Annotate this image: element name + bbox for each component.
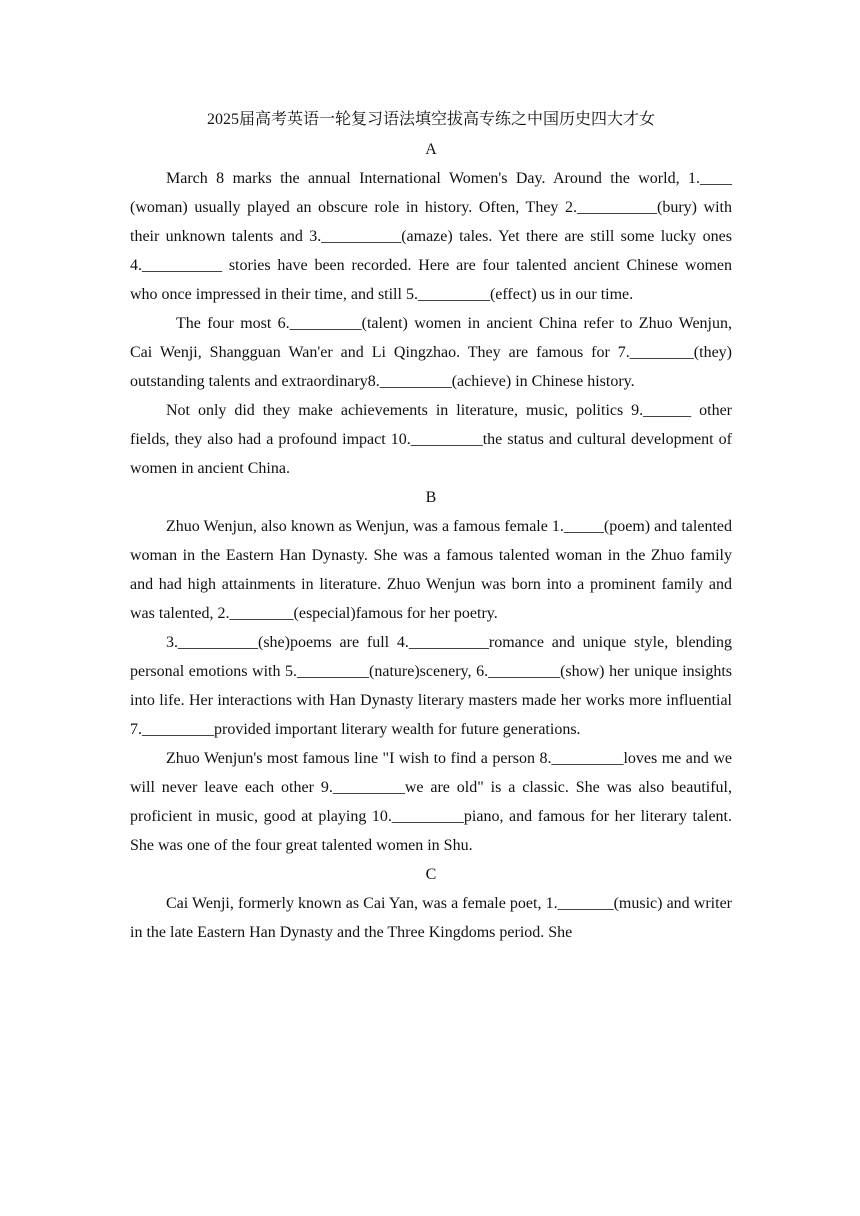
paragraph: Zhuo Wenjun, also known as Wenjun, was a famous female 1._____(poem) and talented woman in the Eastern Han Dynasty. She was a famous talented woman in the Zhuo family and had high attainments in literature. Zhuo Wenjun was born into a prominent family and was talented, 2.________(especial)famous for her poetry. [130, 518, 732, 622]
document-page [130, 105, 732, 947]
paragraph: Cai Wenji, formerly known as Cai Yan, was a female poet, 1._______(music) and writer in the late Eastern Han Dynasty and the Three Kingdoms period. She [130, 895, 732, 941]
section-a [130, 135, 732, 483]
paragraph: March 8 marks the annual International Women's Day. Around the world, 1.____ (woman) usually played an obscure role in history. Often, They 2.__________(bury) with their unknown talents and 3.__________(amaze) tales. Yet there are still some lucky ones 4.__________ stories have been recorded. Here are four talented ancient Chinese women who once impressed in their time, and still 5._________(effect) us in our time. [130, 170, 732, 303]
paragraph: Zhuo Wenjun's most famous line "I wish to find a person 8._________loves me and we will never leave each other 9._________we are old" is a classic. She was also beautiful, proficient in music, good at playing 10._________piano, and famous for her literary talent. She was one of the four great talented women in Shu. [130, 750, 732, 854]
section-heading: C [425, 866, 437, 883]
paragraph: Not only did they make achievements in literature, music, politics 9.______ other fields, they also had a profound impact 10._________the status and cultural development of women in ancient China. [130, 402, 732, 477]
document-title: 2025届高考英语一轮复习语法填空拔高专练之中国历史四大才女 [206, 111, 655, 128]
paragraph: 3.__________(she)poems are full 4.__________romance and unique style, blending personal emotions with 5._________(nature)scenery, 6._________(show) her unique insights into life. Her interactions with Han Dynasty literary masters made her works more influential 7._________provided important literary wealth for future generations. [130, 634, 732, 738]
section-heading: A [425, 141, 437, 158]
paragraph: The four most 6._________(talent) women in ancient China refer to Zhuo Wenjun, Cai Wenji, Shangguan Wan'er and Li Qingzhao. They are famous for 7.________(they) outstanding talents and extraordinary8._________(achieve) in Chinese history. [130, 315, 732, 390]
section-c [130, 860, 732, 947]
section-heading: B [425, 489, 437, 506]
section-b [130, 483, 732, 860]
